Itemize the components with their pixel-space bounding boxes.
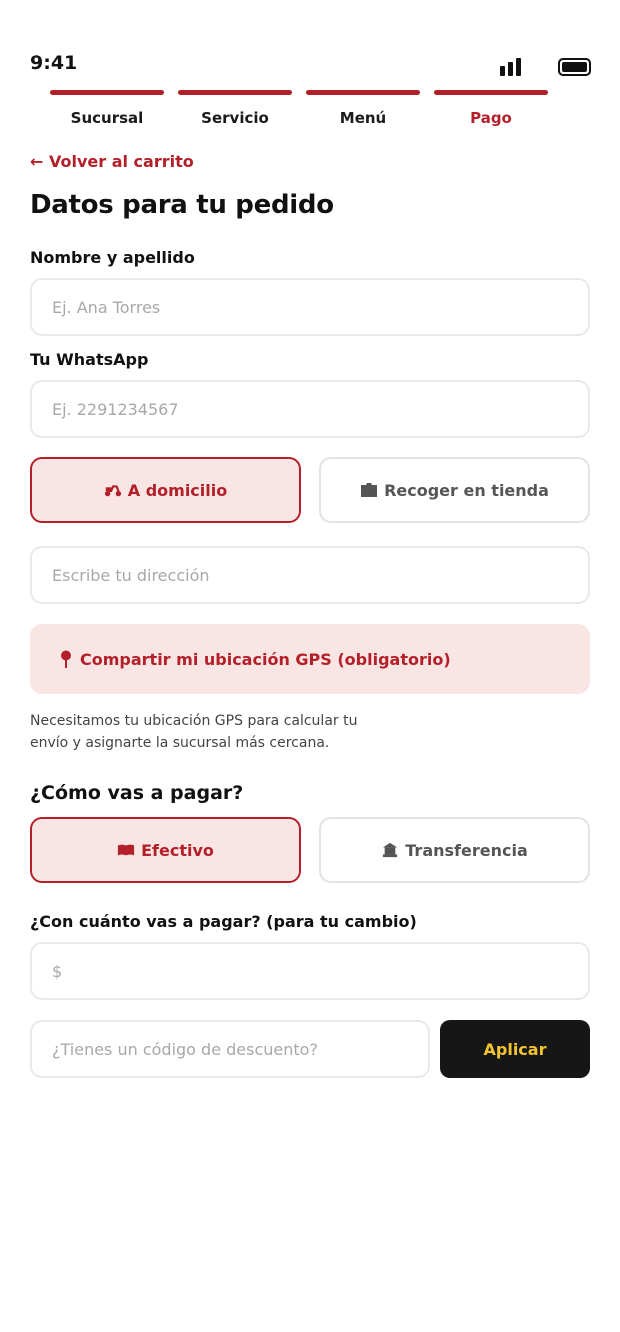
discount-code-input[interactable] bbox=[30, 1020, 430, 1078]
step-menu[interactable] bbox=[306, 90, 420, 127]
payment-option-transfer[interactable] bbox=[319, 817, 590, 883]
payment-option-transfer-label: Transferencia bbox=[405, 840, 528, 860]
signal-icon bbox=[500, 58, 522, 76]
cash-icon bbox=[117, 842, 135, 858]
address-input[interactable] bbox=[30, 546, 590, 604]
step-label: Sucursal bbox=[70, 109, 144, 127]
step-bar bbox=[50, 90, 164, 95]
delivery-option-pickup[interactable] bbox=[319, 457, 590, 523]
change-amount-input[interactable] bbox=[30, 942, 590, 1000]
step-bar bbox=[306, 90, 420, 95]
scooter-icon bbox=[104, 482, 122, 498]
bank-icon bbox=[381, 842, 399, 858]
change-amount-label: ¿Con cuánto vas a pagar? (para tu cambio) bbox=[30, 912, 417, 931]
pin-icon bbox=[60, 650, 72, 668]
step-servicio[interactable] bbox=[178, 90, 292, 127]
delivery-option-pickup-label: Recoger en tienda bbox=[384, 480, 549, 500]
delivery-option-home-label: A domicilio bbox=[127, 480, 228, 500]
battery-icon bbox=[558, 58, 591, 76]
delivery-option-home[interactable] bbox=[30, 457, 301, 523]
name-label: Nombre y apellido bbox=[30, 248, 195, 267]
step-sucursal[interactable] bbox=[50, 90, 164, 127]
name-input[interactable] bbox=[30, 278, 590, 336]
step-bar bbox=[434, 90, 548, 95]
checkout-stepper bbox=[50, 90, 548, 130]
payment-option-cash[interactable] bbox=[30, 817, 301, 883]
payment-option-cash-label: Efectivo bbox=[141, 840, 214, 860]
back-to-cart-link[interactable]: ← Volver al carrito bbox=[30, 152, 194, 171]
share-gps-button[interactable] bbox=[30, 624, 590, 694]
step-bar bbox=[178, 90, 292, 95]
whatsapp-input[interactable] bbox=[30, 380, 590, 438]
step-label: Menú bbox=[339, 109, 387, 127]
apply-discount-button[interactable]: Aplicar bbox=[440, 1020, 590, 1078]
page-title: Datos para tu pedido bbox=[30, 190, 334, 220]
store-icon bbox=[360, 482, 378, 498]
share-gps-label: Compartir mi ubicación GPS (obligatorio) bbox=[80, 649, 451, 669]
step-label: Pago bbox=[470, 109, 512, 127]
gps-help-text: Necesitamos tu ubicación GPS para calcular tu envío y asignarte la sucursal más cercana. bbox=[30, 713, 358, 751]
step-pago[interactable] bbox=[434, 90, 548, 127]
status-time: 9:41 bbox=[30, 52, 78, 74]
step-label: Servicio bbox=[201, 109, 269, 127]
payment-title: ¿Cómo vas a pagar? bbox=[30, 782, 244, 804]
whatsapp-label: Tu WhatsApp bbox=[30, 350, 149, 369]
